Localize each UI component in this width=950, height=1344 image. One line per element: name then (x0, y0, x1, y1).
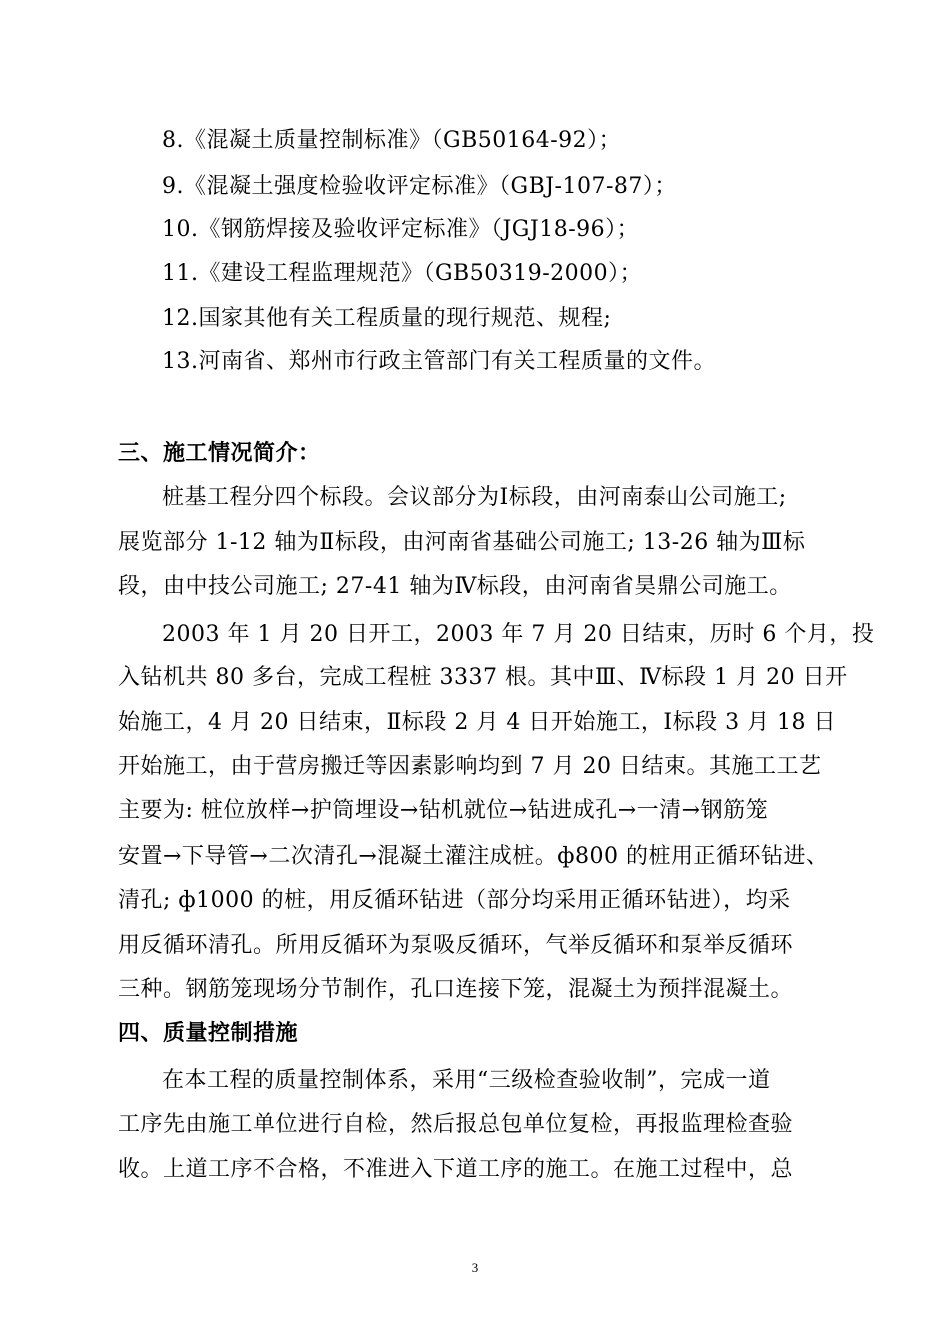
section-4-para-1-line: 收。上道工序不合格，不准进入下道工序的施工。在施工过程中，总 (118, 1157, 794, 1182)
section-4-para-1-line: 工序先由施工单位进行自检，然后报总包单位复检，再报监理检查验 (118, 1112, 794, 1137)
section-3-para-2-line: 三种。钢筋笼现场分节制作，孔口连接下笼，混凝土为预拌混凝土。 (118, 977, 794, 1002)
section-3-para-2-line: 主要为: 桩位放样→护筒埋设→钻机就位→钻进成孔→一清→钢筋笼 (118, 798, 769, 823)
reference-item-9: 9.《混凝土强度检验收评定标准》（GBJ-107-87）； (162, 174, 677, 199)
section-3-heading: 三、施工情况简介： (118, 441, 321, 466)
page-number: 3 (471, 1260, 479, 1275)
section-3-para-2-line: 安置→下导管→二次清孔→混凝土灌注成桩。ф800 的桩用正循环钻进、 (118, 844, 829, 869)
reference-item-8: 8.《混凝土质量控制标准》（GB50164-92）； (162, 128, 622, 153)
reference-item-11: 11.《建设工程监理规范》（GB50319-2000）； (162, 261, 643, 286)
section-3-para-2-line: 始施工，4 月 20 日结束，Ⅱ标段 2 月 4 日开始施工，Ⅰ标段 3 月 18 日 (118, 710, 837, 735)
section-3-para-2-line: 2003 年 1 月 20 日开工，2003 年 7 月 20 日结束，历时 6 个月，投 (162, 622, 875, 647)
section-3-para-2-line: 用反循环清孔。所用反循环为泵吸反循环，气举反循环和泵举反循环 (118, 933, 794, 958)
reference-item-13: 13.河南省、郑州市行政主管部门有关工程质量的文件。 (162, 349, 716, 374)
section-3-para-1-line: 段，由中技公司施工; 27-41 轴为Ⅳ标段，由河南省昊鼎公司施工。 (118, 574, 792, 599)
section-4-heading: 四、质量控制措施 (118, 1021, 299, 1046)
section-3-para-2-line: 入钻机共 80 多台，完成工程桩 3337 根。其中Ⅲ、Ⅳ标段 1 月 20 日开 (118, 665, 848, 690)
section-3-para-2-line: 清孔; ф1000 的桩，用反循环钻进（部分均采用正循环钻进），均采 (118, 888, 791, 913)
section-3-para-2-line: 开始施工，由于营房搬迁等因素影响均到 7 月 20 日结束。其施工工艺 (118, 754, 822, 779)
section-3-para-1-line: 桩基工程分四个标段。会议部分为Ⅰ标段，由河南泰山公司施工; (162, 485, 787, 510)
section-4-para-1-line: 在本工程的质量控制体系，采用“三级检查验收制”，完成一道 (162, 1068, 771, 1093)
reference-item-12: 12.国家其他有关工程质量的现行规范、规程; (162, 306, 612, 331)
section-3-para-1-line: 展览部分 1-12 轴为Ⅱ标段，由河南省基础公司施工; 13-26 轴为Ⅲ标 (118, 530, 806, 555)
reference-item-10: 10.《钢筋焊接及验收评定标准》（JGJ18-96）； (162, 217, 640, 242)
